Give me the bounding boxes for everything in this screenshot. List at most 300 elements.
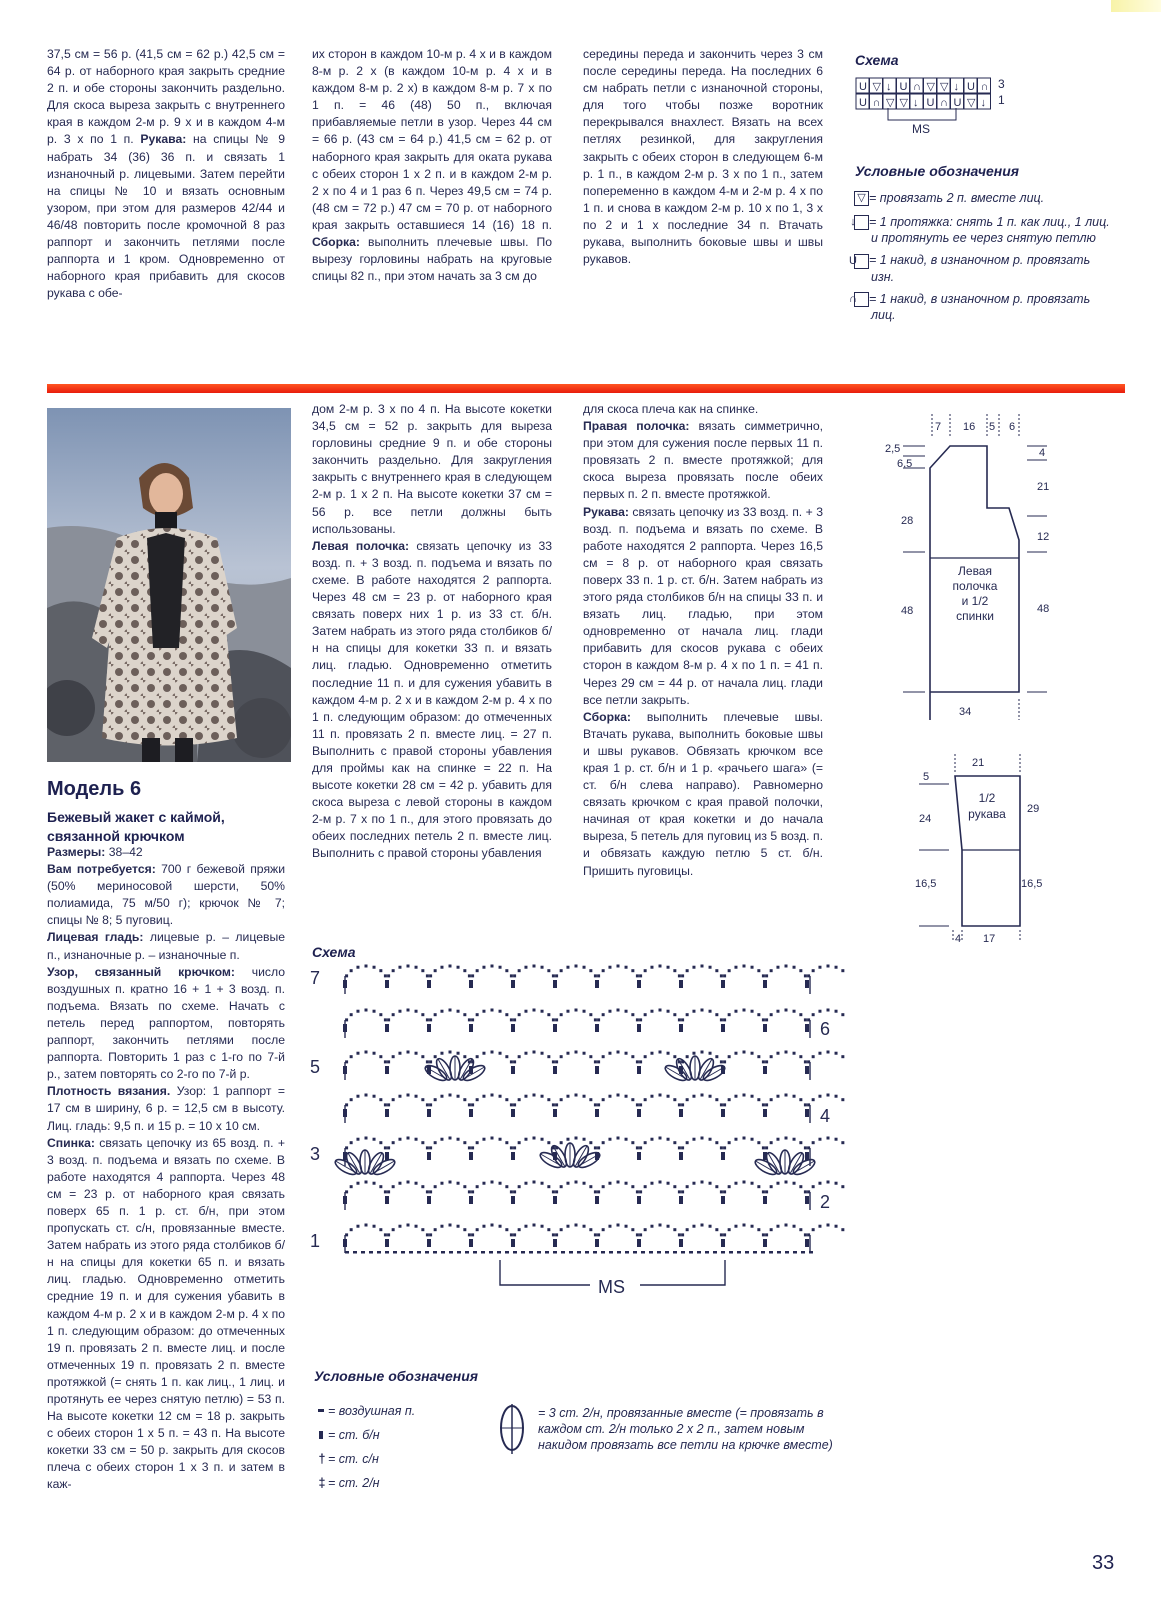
chain-dot <box>793 1052 796 1055</box>
chain-dot <box>440 1182 443 1185</box>
chain-dot <box>440 1010 443 1013</box>
foundation-chain-dot <box>593 1251 597 1254</box>
top-col1-heading: Рукава: <box>140 132 187 147</box>
chain-dot <box>510 1060 513 1063</box>
chain-dot <box>429 1190 432 1193</box>
chain-dot <box>463 1141 466 1144</box>
crochet-legend-item <box>318 1447 478 1471</box>
knit-chart-symbol: U <box>859 97 867 109</box>
stitch-mark <box>805 1196 809 1204</box>
knit-chart-symbol: ↓ <box>913 97 919 109</box>
chain-dot <box>518 1228 521 1231</box>
stitch-mark <box>427 1024 431 1032</box>
corner-decoration <box>1111 0 1161 12</box>
chain-dot <box>499 1095 502 1098</box>
chain-dot <box>757 1228 760 1231</box>
chain-dot <box>751 1095 754 1098</box>
chain-dot <box>434 1055 437 1058</box>
chain-dot <box>499 1010 502 1013</box>
chain-dot <box>440 1138 443 1141</box>
chain-dot <box>392 1013 395 1016</box>
top-legend-item <box>849 291 1114 323</box>
chain-dot <box>468 1146 471 1149</box>
chain-dot <box>555 1103 558 1106</box>
chain-dot <box>429 1103 432 1106</box>
chain-dot <box>743 1094 746 1097</box>
chain-dot <box>463 1055 466 1058</box>
chain-dot <box>765 1103 768 1106</box>
chain-dot <box>734 966 737 969</box>
chain-dot <box>785 1051 788 1054</box>
chain-dot <box>799 1141 802 1144</box>
chain-dot <box>602 1141 605 1144</box>
chain-dot <box>793 1225 796 1228</box>
chain-dot <box>602 1013 605 1016</box>
chain-dot <box>597 974 600 977</box>
chain-dot <box>659 1181 662 1184</box>
chain-dot <box>463 969 466 972</box>
stitch-mark <box>763 1196 767 1204</box>
top-scheme-ms-bracket <box>888 108 956 120</box>
chain-dot <box>734 1095 737 1098</box>
dim-right-21: 21 <box>1037 481 1050 493</box>
chain-dot <box>827 965 830 968</box>
top-legend-text: = провязать 2 п. вместе лиц. <box>869 191 1045 205</box>
chain-dot <box>379 1013 382 1016</box>
stitch-mark <box>763 1239 767 1247</box>
chain-dot <box>482 1095 485 1098</box>
chain-dot <box>471 1233 474 1236</box>
chain-dot <box>524 1138 527 1141</box>
chain-dot <box>692 1182 695 1185</box>
single-crochet-icon <box>319 1431 323 1439</box>
chain-dot <box>491 1009 494 1012</box>
knit-chart-symbol: ∩ <box>872 97 881 109</box>
chain-dot <box>384 1233 387 1236</box>
sizes-heading: Размеры: <box>47 845 106 859</box>
crochet-ms: MS <box>598 1277 625 1297</box>
chain-dot <box>841 1185 844 1188</box>
chain-dot <box>524 966 527 969</box>
chain-dot <box>555 1190 558 1193</box>
knit-chart-symbol: ▽ <box>886 97 895 109</box>
chain-dot <box>415 966 418 969</box>
crochet-row-4: 4 <box>820 1106 831 1126</box>
chain-dot <box>505 1185 508 1188</box>
chain-dot <box>701 1051 704 1054</box>
yarn-over-purl-icon: U <box>854 254 869 269</box>
top-col2-heading: Сборка: <box>312 235 360 250</box>
chain-dot <box>589 1141 592 1144</box>
chain-dot <box>743 965 746 968</box>
stitch-mark <box>385 1109 389 1117</box>
chain-dot <box>692 1138 695 1141</box>
dim-left-6-5: 6,5 <box>897 458 913 470</box>
chain-dot <box>429 1233 432 1236</box>
chain-dot <box>835 1010 838 1013</box>
chain-dot <box>392 1098 395 1101</box>
chain-dot <box>510 974 513 977</box>
chain-dot <box>709 1010 712 1013</box>
chain-dot <box>841 1013 844 1016</box>
foundation-chain-dot <box>585 1251 589 1254</box>
stitch-mark <box>679 1152 683 1160</box>
crochet-legend-item <box>318 1471 478 1495</box>
dim-right-48: 48 <box>1037 603 1050 615</box>
chain-dot <box>804 1103 807 1106</box>
chain-dot <box>617 965 620 968</box>
chain-dot <box>398 1138 401 1141</box>
foundation-chain-dot <box>641 1251 645 1254</box>
chain-dot <box>681 1103 684 1106</box>
chain-dot <box>379 1185 382 1188</box>
chain-dot <box>785 1137 788 1140</box>
chain-dot <box>720 1018 723 1021</box>
sleeve-dim-left-16-5: 16,5 <box>915 878 937 890</box>
chain-dot <box>398 1052 401 1055</box>
top-col3-text: середины переда и закончить через 3 см после середины переда. На последних 6 см набрать петли с изнаночной стороны, для того чтобы позже воротник перекрывался внахлест. Вязать на всех петлях резинкой, для закругления закрыть с обеих сторон в следующем 6-м р. 1 п., в каждом 2-м р. 3 х по 1 п., затем попеременно в каждом 4-м и 2-м р. 4 х по 1 п. и снова в каждом 2-м р. 10 х по 1, 3 х по 2 и 1 х последние 34 п. Втачать рукава, выполнить боковые швы и швы рукавов. <box>583 47 823 267</box>
chain-dot <box>415 1010 418 1013</box>
knit-chart-symbol: ↓ <box>886 81 892 93</box>
chain-dot <box>650 1225 653 1228</box>
chain-dot <box>415 1225 418 1228</box>
chain-dot <box>701 1224 704 1227</box>
crochet-legend-text: = воздушная п. <box>328 1404 416 1418</box>
chain-dot <box>379 1098 382 1101</box>
chain-dot <box>799 969 802 972</box>
cluster-icon <box>494 1400 530 1458</box>
chain-dot <box>686 1098 689 1101</box>
chain-dot <box>398 1182 401 1185</box>
foundation-chain-dot <box>657 1251 661 1254</box>
chain-dot <box>387 1060 390 1063</box>
chain-dot <box>407 1181 410 1184</box>
chain-dot <box>533 1181 536 1184</box>
stitch-mark <box>595 980 599 988</box>
chain-dot <box>812 1228 815 1231</box>
chain-dot <box>384 1060 387 1063</box>
chain-dot <box>575 1181 578 1184</box>
chain-dot <box>594 974 597 977</box>
chain-dot <box>765 1146 768 1149</box>
foundation-chain-dot <box>761 1251 765 1254</box>
chain-dot <box>392 1141 395 1144</box>
chain-dot <box>776 966 779 969</box>
chain-dot <box>608 1095 611 1098</box>
mid-text: дом 2-м р. 3 х по 4 п. На высоте кокетки 34,5 см = 52 р. закрыть для выреза горловины средние 9 п. и обе стороны закончить раздельно. Для закругления закрыть с внутреннего края в следующем 2-м р. 1 х 2 п. На высоте кокетки 37 см = 56 р. все петли должны быть использованы. <box>312 402 552 536</box>
chain-dot <box>827 1137 830 1140</box>
chain-dot <box>407 1009 410 1012</box>
chain-dot <box>505 1228 508 1231</box>
chain-dot <box>644 1141 647 1144</box>
stockinette-heading: Лицевая гладь: <box>47 930 144 945</box>
chain-dot <box>552 1060 555 1063</box>
chain-dot <box>723 1103 726 1106</box>
chain-dot <box>524 1225 527 1228</box>
left-front-text: связать цепочку из 33 возд. п. + 3 возд. п. подъема и вязать по схеме. В работе находятся 2 раппорта. Через 48 см = 23 р. от наборного края связать поверх них 1 р. из 33 ст. б/н. Затем набрать из этого ряда столбиков б/н на спицы для кокетки 33 п. и вязать лиц. гладью. Одновременно отметить последние 11 п. и для сужения убавить в каждом 4-м р. 2 х и в каждом 2-м р. 4 х по 1 п. следующим образом: до отмеченных 11 п. провязать 2 п. вместе лиц. = 27 п. Выполнить с правой стороны убавления для проймы как на спинке = 22 п. На высоте кокетки 28 см = 42 р. убавить для скоса выреза с левой стороны в каждом 2-м р. 7 х по 1 п., для этого провязать до обеих последних петель 2 п. вместе лиц. Выполнить с правой стороны убавления <box>312 538 552 861</box>
chain-dot <box>583 1052 586 1055</box>
chain-dot <box>555 1018 558 1021</box>
chain-dot <box>636 974 639 977</box>
foundation-chain-dot <box>457 1251 461 1254</box>
chain-dot <box>692 966 695 969</box>
chain-dot <box>793 966 796 969</box>
chain-dot <box>617 1051 620 1054</box>
front-label-1: Левая <box>958 564 992 578</box>
foundation-chain-dot <box>793 1251 797 1254</box>
chain-dot <box>471 1190 474 1193</box>
foundation-chain-dot <box>777 1251 781 1254</box>
chain-dot <box>429 1060 432 1063</box>
crochet-legend-text: = ст. 2/н <box>328 1476 380 1490</box>
chain-dot <box>625 1010 628 1013</box>
chain-dot <box>776 1095 779 1098</box>
stitch-mark <box>469 1152 473 1160</box>
chain-dot <box>678 1233 681 1236</box>
chain-dot <box>398 1010 401 1013</box>
chain-dot <box>667 1138 670 1141</box>
chain-dot <box>723 1018 726 1021</box>
chain-dot <box>673 969 676 972</box>
stitch-mark <box>637 1024 641 1032</box>
dim-top-16: 16 <box>963 421 976 433</box>
crochet-pattern-heading: Узор, связанный крючком: <box>47 964 235 979</box>
chain-dot <box>701 1181 704 1184</box>
chain-dot <box>356 1010 359 1013</box>
crochet-row-5: 5 <box>310 1057 321 1077</box>
knit-chart-symbol: ↓ <box>953 81 959 93</box>
chain-dot <box>594 1018 597 1021</box>
foundation-chain-dot <box>393 1251 397 1254</box>
chain-dot <box>421 1185 424 1188</box>
chain-dot <box>715 1228 718 1231</box>
chain-dot <box>379 1141 382 1144</box>
chain-dot <box>701 1094 704 1097</box>
chain-dot <box>785 1181 788 1184</box>
chain-dot <box>491 1181 494 1184</box>
chain-dot <box>541 1052 544 1055</box>
chain-dot <box>482 1052 485 1055</box>
chain-dot <box>734 1052 737 1055</box>
double-crochet-icon: † <box>318 1452 326 1466</box>
chain-dot <box>667 1052 670 1055</box>
chain-dot <box>793 1182 796 1185</box>
chain-dot <box>426 974 429 977</box>
chain-dot <box>468 1018 471 1021</box>
foundation-chain-dot <box>577 1251 581 1254</box>
chain-dot <box>667 1095 670 1098</box>
chain-dot <box>387 1146 390 1149</box>
chain-dot <box>449 1094 452 1097</box>
chain-dot <box>384 1103 387 1106</box>
dim-bottom-34: 34 <box>959 706 972 718</box>
chain-dot <box>762 1103 765 1106</box>
chain-dot <box>476 1098 479 1101</box>
chain-dot <box>692 1095 695 1098</box>
foundation-chain-dot <box>425 1251 429 1254</box>
foundation-chain-dot <box>417 1251 421 1254</box>
chain-dot <box>765 974 768 977</box>
stitch-mark <box>511 1196 515 1204</box>
right-column <box>583 401 823 880</box>
chain-dot <box>510 1233 513 1236</box>
chain-dot <box>631 1141 634 1144</box>
chain-dot <box>631 969 634 972</box>
chain-dot <box>751 1182 754 1185</box>
chain-dot <box>457 1052 460 1055</box>
chain-dot <box>415 1052 418 1055</box>
chain-dot <box>757 969 760 972</box>
foundation-chain-dot <box>433 1251 437 1254</box>
stitch-mark <box>595 1239 599 1247</box>
chain-dot <box>827 1094 830 1097</box>
chain-dot <box>673 1013 676 1016</box>
foundation-chain-dot <box>553 1251 557 1254</box>
chain-dot <box>505 1013 508 1016</box>
crochet-legend <box>318 1399 478 1495</box>
chain-dot <box>818 1010 821 1013</box>
stitch-mark <box>805 1066 809 1074</box>
chain-dot <box>644 969 647 972</box>
knit-chart-symbol: ▽ <box>940 81 949 93</box>
chain-dot <box>365 1009 368 1012</box>
chain-dot <box>457 1095 460 1098</box>
chain-dot <box>720 1190 723 1193</box>
chain-dot <box>350 1013 353 1016</box>
chain-dot <box>617 1094 620 1097</box>
chain-dot <box>524 1052 527 1055</box>
assembly-text: выполнить плечевые швы. Втачать рукава, выполнить боковые швы и швы рукавов. Обвязать крючком все края 1 р. ст. б/н и 1 р. «рачьего шага» (= ст. б/н слева направо). Равномерно связать крючком с края правой полочки, начиная от края кокетки и до начала выреза, 5 петель для пуговиц из 5 возд. п. и обвязать каждую петлю 5 ст. б/н. Пришить пуговицы. <box>583 709 823 878</box>
chain-dot <box>659 1137 662 1140</box>
chain-dot <box>449 1051 452 1054</box>
top-knit-chart <box>850 74 1020 136</box>
chain-dot <box>709 1182 712 1185</box>
chain-dot <box>734 1182 737 1185</box>
stitch-mark <box>553 1109 557 1117</box>
foundation-chain-dot <box>561 1251 565 1254</box>
chain-dot <box>804 1018 807 1021</box>
treble-crochet-icon: ‡ <box>318 1476 326 1490</box>
chain-dot <box>407 1224 410 1227</box>
chain-dot <box>678 974 681 977</box>
chain-dot <box>812 1013 815 1016</box>
back-text: связать цепочку из 65 возд. п. + 3 возд. п. подъема и вязать по схеме. В работе находятся 4 раппорта. Через 48 см = 23 р. от наборного края связать поверх 65 п. 1 р. ст. б/н, при этом пропускать ст. с/н, провязанные вместе. Затем набрать из этого ряда столбиков б/н на спицы для кокетки 65 п. и вязать лиц. гладью. Одновременно отметить средние 19 п. и для сужения убавить в каждом 4-м р. 2 х и в каждом 2-м р. 4 х по 1 п. следующим образом: до отмеченных 19 п. провязать 2 п. вместе лиц. и после отмеченных 19 п. провязать 2 п. вместе протяжкой (= снять 1 п. как лиц., 1 лиц. и протянуть ее через снятую петлю) = 53 п. На высоте кокетки 12 см = 18 р. закрыть с обеих сторон 1 х 5 п. = 43 п. На высоте кокетки 33 см = 50 р. закрыть для скосов плеча с обеих сторон 1 х 3 п. и затем в каж- <box>47 1135 285 1492</box>
chain-dot <box>566 966 569 969</box>
chain-dot <box>639 1018 642 1021</box>
chain-dot <box>631 1055 634 1058</box>
chain-dot <box>597 1233 600 1236</box>
chain-dot <box>678 1103 681 1106</box>
chain-dot <box>415 1138 418 1141</box>
chain-dot <box>384 1146 387 1149</box>
foundation-chain-dot <box>353 1251 357 1254</box>
chain-dot <box>434 1098 437 1101</box>
chain-dot <box>365 1181 368 1184</box>
chain-dot <box>835 1138 838 1141</box>
chain-dot <box>499 966 502 969</box>
chain-dot <box>491 1094 494 1097</box>
chain-dot <box>384 1190 387 1193</box>
chain-dot <box>762 974 765 977</box>
left-column <box>47 844 285 1494</box>
stitch-mark <box>679 1196 683 1204</box>
chain-dot <box>482 1138 485 1141</box>
foundation-chain-dot <box>465 1251 469 1254</box>
stitch-mark <box>511 1239 515 1247</box>
crochet-legend-text: = ст. б/н <box>328 1428 380 1442</box>
chain-dot <box>566 1138 569 1141</box>
top-scheme-ms: MS <box>912 122 930 136</box>
knit-chart-symbol: U <box>859 81 867 93</box>
foundation-chain-dot <box>369 1251 373 1254</box>
chain-dot <box>667 1010 670 1013</box>
foundation-chain-dot <box>529 1251 533 1254</box>
dim-right-12: 12 <box>1037 531 1050 543</box>
stitch-mark <box>763 1109 767 1117</box>
chain-dot <box>720 1233 723 1236</box>
gauge-text: Узор: 1 раппорт = 17 см в ширину, 6 р. = 12,5 см в высоту. Лиц. гладь: 9,5 п. и 15 р. = 10 х 10 см. <box>47 1084 285 1133</box>
chain-dot <box>552 1233 555 1236</box>
chain-dot <box>468 974 471 977</box>
chain-dot <box>421 1228 424 1231</box>
foundation-chain-dot <box>569 1251 573 1254</box>
top-col1-text2: на спицы № 9 набрать 34 (36) 36 п. и связать 1 изнаночный р. лицевыми. Затем перейти на спицы № 10 и вязать основным узором, при этом для размеров 42/44 и 46/48 повторить после кромочной 8 раз раппорт и закончить петлями после раппорта и 1 кром. Одновременно от наборного края прибавить для скосов рукава с обе- <box>47 132 286 301</box>
chain-dot <box>636 1060 639 1063</box>
chain-dot <box>499 1052 502 1055</box>
chain-dot <box>678 1190 681 1193</box>
chain-dot <box>449 965 452 968</box>
chain-dot <box>434 1185 437 1188</box>
chain-dot <box>513 1233 516 1236</box>
sizes-text: 38–42 <box>105 845 143 859</box>
chain-dot <box>547 1228 550 1231</box>
chain-dot <box>471 1146 474 1149</box>
chain-dot <box>678 1018 681 1021</box>
chain-dot <box>594 1146 597 1149</box>
chain-dot <box>356 1052 359 1055</box>
chain-dot <box>841 1141 844 1144</box>
chain-dot <box>827 1224 830 1227</box>
chain-dot <box>387 1018 390 1021</box>
chain-dot <box>827 1181 830 1184</box>
foundation-chain-dot <box>601 1251 605 1254</box>
chain-dot <box>513 1060 516 1063</box>
top-column-3 <box>583 46 823 268</box>
chain-dot <box>533 1009 536 1012</box>
chain-dot <box>468 1233 471 1236</box>
chain-dot <box>770 1228 773 1231</box>
chain-dot <box>765 1190 768 1193</box>
crochet-pattern-text: число воздушных п. кратно 16 + 1 + 3 возд. п. подъема. Вязать по схеме. Начать с петель перед раппортом, повторять раппорт, закончить петлями после раппорта. Повторить 1 раз с 1-го по 7-й р., затем повторять со 2-го по 7-й р. <box>47 964 285 1082</box>
chain-dot <box>560 1228 563 1231</box>
chain-dot <box>373 1225 376 1228</box>
stitch-mark <box>595 1066 599 1074</box>
chain-dot <box>518 969 521 972</box>
chain-dot <box>476 969 479 972</box>
foundation-chain-dot <box>617 1251 621 1254</box>
chain-dot <box>471 1018 474 1021</box>
chain-dot <box>743 1009 746 1012</box>
dim-top-6: 6 <box>1009 421 1016 433</box>
chain-dot <box>625 1138 628 1141</box>
chain-dot <box>513 1103 516 1106</box>
stockinette-text: лицевые р. – лицевые п., изнаночные р. – изнаночные п. <box>47 930 285 962</box>
chain-dot <box>365 1094 368 1097</box>
chain-dot <box>765 1060 768 1063</box>
chain-dot <box>560 1098 563 1101</box>
chain-dot <box>776 1052 779 1055</box>
chain-dot <box>575 1051 578 1054</box>
